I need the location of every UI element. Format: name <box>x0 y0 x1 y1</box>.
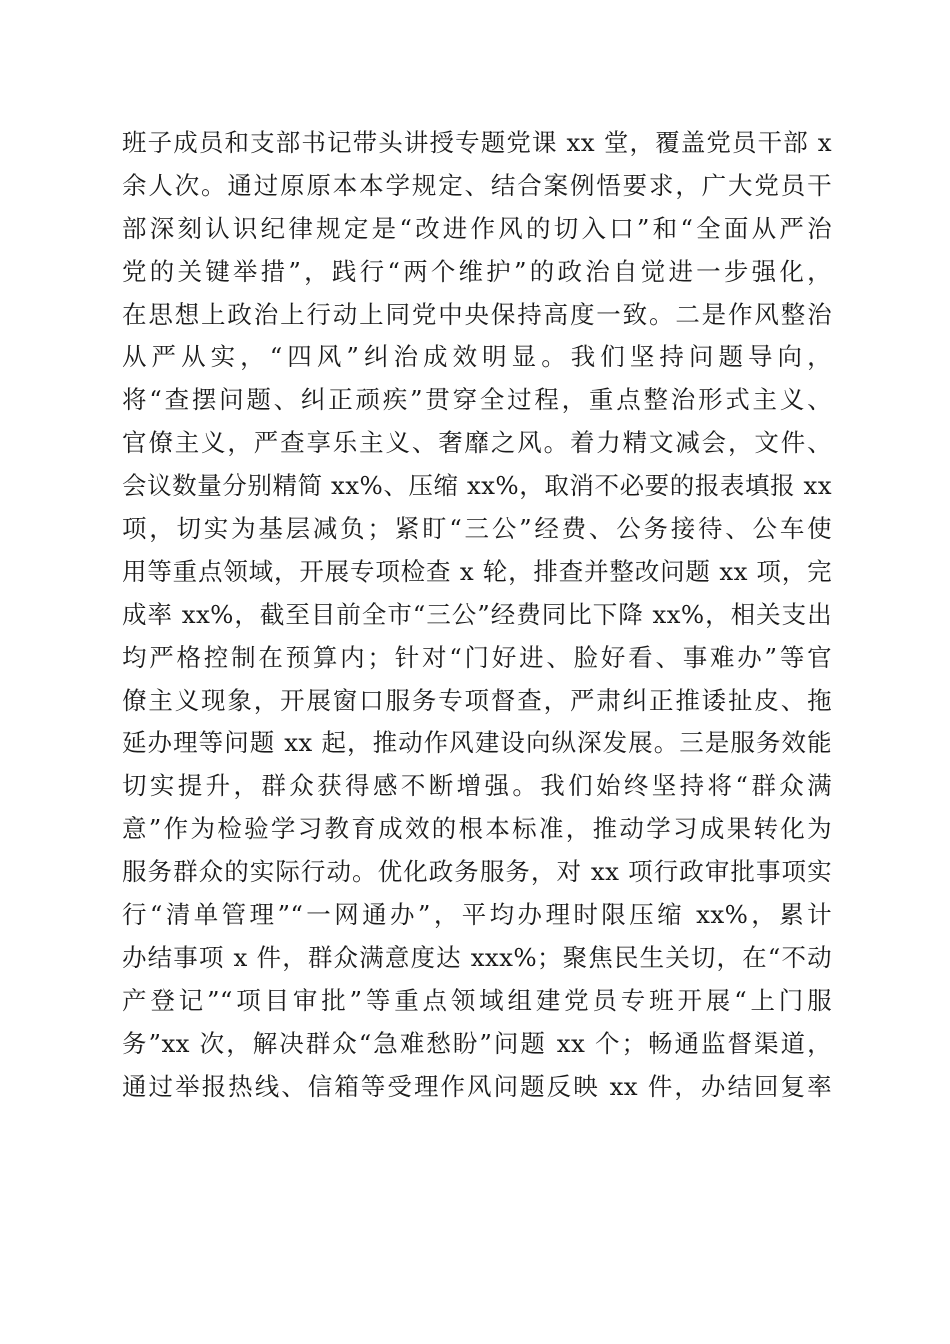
text-line: 僚主义现象，开展窗口服务专项督查，严肃纠正推诿扯皮、拖 <box>122 685 832 715</box>
text-line: 延办理等问题 xx 起，推动作风建设向纵深发展。三是服务效能 <box>122 728 832 758</box>
text-line: 均严格控制在预算内；针对“门好进、脸好看、事难办”等官 <box>122 642 832 672</box>
text-line: 产登记”“项目审批”等重点领域组建党员专班开展“上门服 <box>122 985 832 1015</box>
text-line: 办结事项 x 件，群众满意度达 xxx%；聚焦民生关切，在“不动 <box>122 942 832 972</box>
text-line: 服务群众的实际行动。优化政务服务，对 xx 项行政审批事项实 <box>122 857 832 887</box>
text-line: 用等重点领域，开展专项检查 x 轮，排查并整改问题 xx 项，完 <box>122 556 832 586</box>
text-line: 项，切实为基层减负；紧盯“三公”经费、公务接待、公车使 <box>122 514 832 544</box>
text-line: 在思想上政治上行动上同党中央保持高度一致。二是作风整治 <box>122 299 832 329</box>
text-line: 务”xx 次，解决群众“急难愁盼”问题 xx 个；畅通监督渠道， <box>122 1028 832 1058</box>
text-line: 意”作为检验学习教育成效的根本标准，推动学习成果转化为 <box>122 814 832 844</box>
text-line: 官僚主义，严查享乐主义、奢靡之风。着力精文减会，文件、 <box>122 428 832 458</box>
text-line: 通过举报热线、信箱等受理作风问题反映 xx 件，办结回复率 <box>122 1071 832 1101</box>
text-line: 切实提升，群众获得感不断增强。我们始终坚持将“群众满 <box>122 771 832 801</box>
text-line: 成率 xx%，截至目前全市“三公”经费同比下降 xx%，相关支出 <box>122 599 832 629</box>
body-paragraph <box>122 122 832 1108</box>
text-line: 从严从实，“四风”纠治成效明显。我们坚持问题导向， <box>122 342 832 372</box>
text-line: 党的关键举措”，践行“两个维护”的政治自觉进一步强化， <box>122 256 832 286</box>
text-line: 余人次。通过原原本本学规定、结合案例悟要求，广大党员干 <box>122 170 832 200</box>
text-line: 会议数量分别精简 xx%、压缩 xx%，取消不必要的报表填报 xx <box>122 471 832 501</box>
text-line: 班子成员和支部书记带头讲授专题党课 xx 堂，覆盖党员干部 x <box>122 128 832 157</box>
text-line: 部深刻认识纪律规定是“改进作风的切入口”和“全面从严治 <box>122 213 832 243</box>
text-line: 行“清单管理”“一网通办”，平均办理时限压缩 xx%，累计 <box>122 900 832 930</box>
text-line: 将“查摆问题、纠正顽疾”贯穿全过程，重点整治形式主义、 <box>122 385 832 415</box>
